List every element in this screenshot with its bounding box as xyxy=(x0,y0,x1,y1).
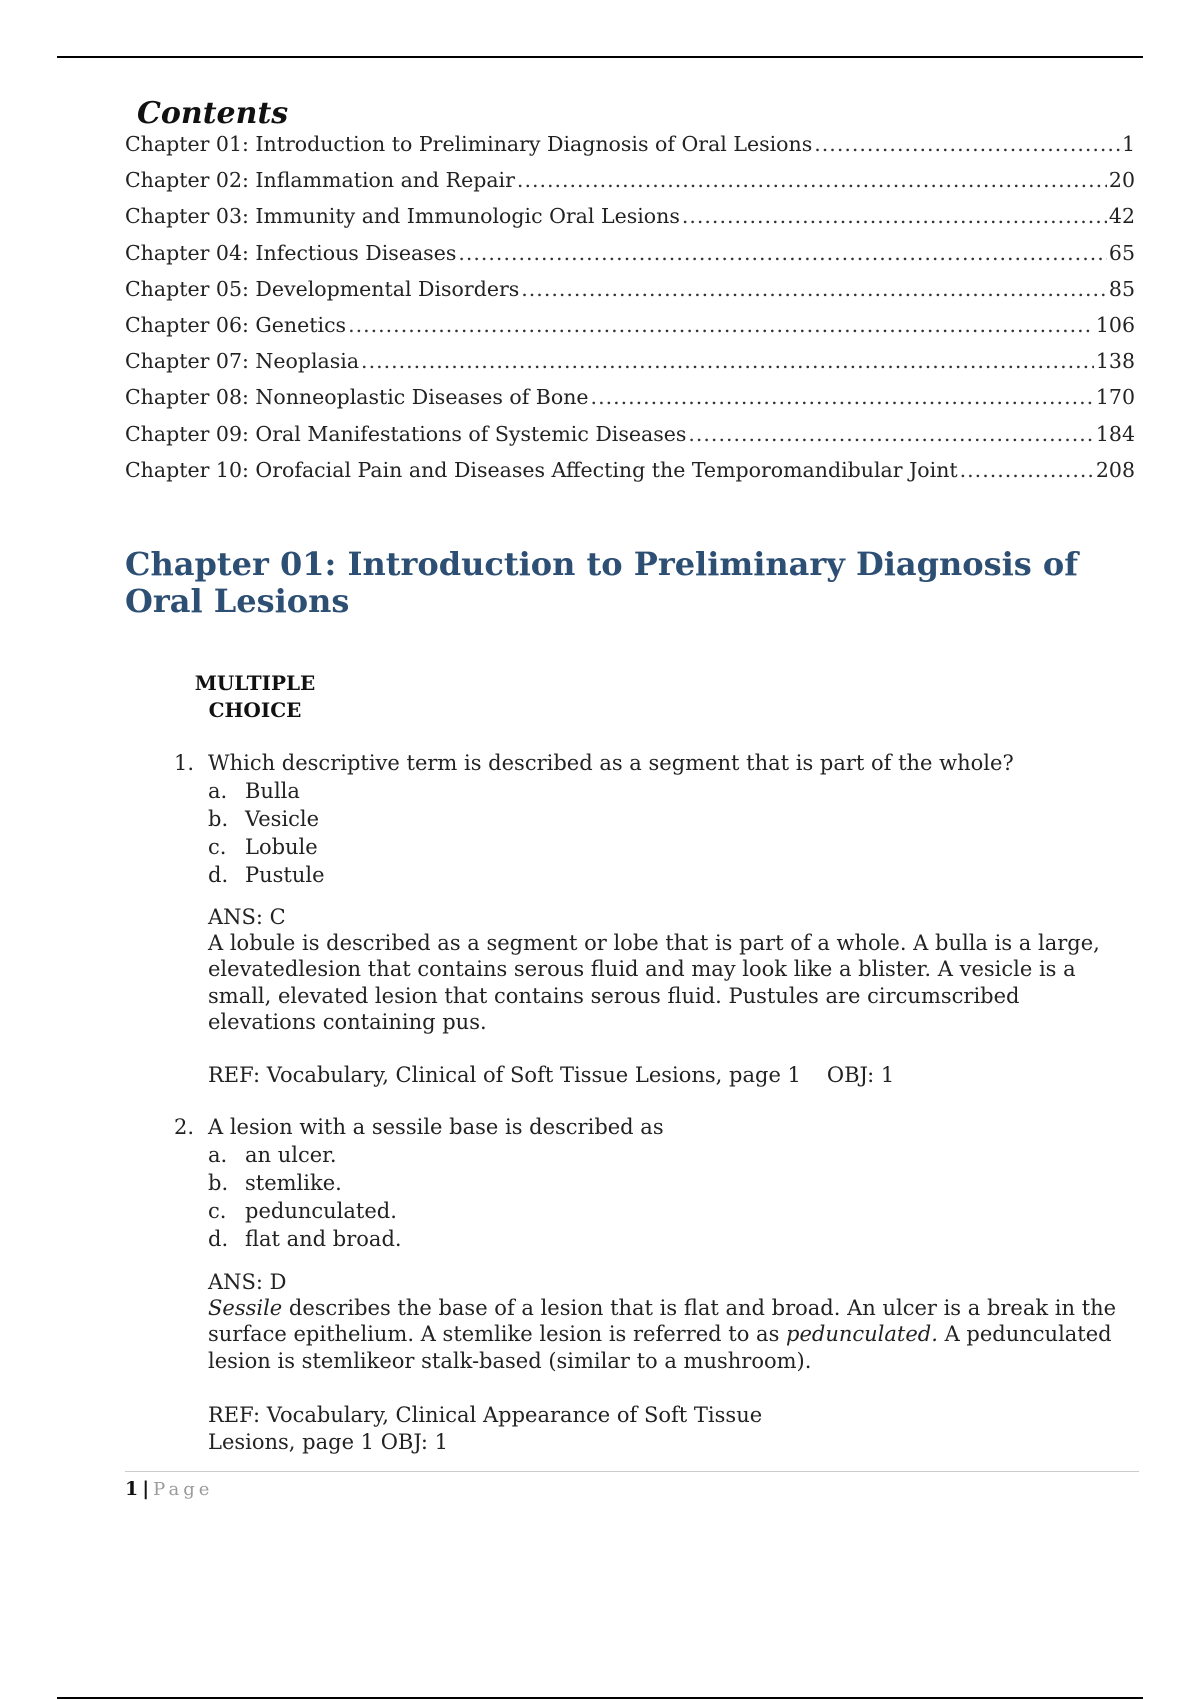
option-text: Pustule xyxy=(245,863,325,887)
option-letter: b. xyxy=(208,807,229,831)
toc-leader xyxy=(348,313,1094,337)
option-letter: a. xyxy=(208,1143,228,1167)
reference-line xyxy=(208,1063,894,1087)
page-footer xyxy=(125,1478,213,1500)
toc-entry-label: Chapter 01: Introduction to Preliminary Diagnosis of Oral Lesions xyxy=(125,132,813,156)
toc-leader xyxy=(682,204,1107,228)
toc-leader xyxy=(960,458,1094,482)
toc-entry-label: Chapter 07: Neoplasia xyxy=(125,349,360,374)
answer-key: ANS: C xyxy=(208,905,286,929)
answer-option xyxy=(208,1199,397,1223)
chapter-heading: Chapter 01: Introduction to Preliminary Diagnosis of Oral Lesions xyxy=(125,545,1079,620)
answer-option xyxy=(208,779,300,803)
reference-text: REF: Vocabulary, Clinical of Soft Tissue Lesions, page 1 xyxy=(208,1063,801,1087)
toc-entry-label: Chapter 02: Inflammation and Repair xyxy=(125,168,515,193)
toc-entry-page: 65 xyxy=(1108,240,1135,265)
toc-entry-label: Chapter 09: Oral Manifestations of Systemic Diseases xyxy=(125,421,687,446)
toc-entry[interactable] xyxy=(125,132,1135,168)
footer-separator: | xyxy=(142,1478,150,1500)
toc-leader xyxy=(458,241,1107,265)
toc-leader xyxy=(591,385,1094,409)
option-text: Bulla xyxy=(245,779,300,803)
page-number: 1 xyxy=(125,1478,139,1500)
rationale-term: Sessile xyxy=(208,1296,283,1320)
answer-option xyxy=(208,863,325,887)
answer-option xyxy=(208,1227,402,1251)
option-text: stemlike. xyxy=(245,1171,342,1195)
top-rule xyxy=(57,56,1143,58)
option-text: an ulcer. xyxy=(245,1143,337,1167)
toc-entry-label: Chapter 04: Infectious Diseases xyxy=(125,240,457,265)
section-heading xyxy=(190,670,320,724)
toc-entry-label: Chapter 05: Developmental Disorders xyxy=(125,276,520,301)
option-text: Lobule xyxy=(245,835,318,859)
toc-entry[interactable] xyxy=(125,204,1135,240)
rationale-term: pedunculated. xyxy=(786,1322,938,1347)
option-text: pedunculated. xyxy=(245,1199,397,1223)
answer-option xyxy=(208,835,318,859)
answer-option xyxy=(208,1171,342,1195)
toc-entry-page: 208 xyxy=(1095,457,1135,482)
option-letter: a. xyxy=(208,779,228,803)
question-number: 1. xyxy=(174,751,195,775)
toc-entry-label: Chapter 03: Immunity and Immunologic Oral Lesions xyxy=(125,204,680,229)
toc-leader xyxy=(688,422,1093,446)
option-letter: d. xyxy=(208,863,229,887)
toc-entry-page: 42 xyxy=(1108,204,1135,229)
option-letter: c. xyxy=(208,835,227,859)
toc-entry-page: 138 xyxy=(1095,349,1135,374)
toc-entry-page: 184 xyxy=(1095,421,1135,446)
reference-text: REF: Vocabulary, Clinical Appearance of Soft Tissue xyxy=(208,1403,763,1427)
toc-entry-page: 20 xyxy=(1108,168,1135,193)
rationale-text: A lobule is described as a segment or lobe that is part of a whole. A bulla is a large, elevatedlesion that contains serous fluid and may look like a blister. A vesicle is a small, elevated lesion that contains serous fluid. Pustules are circumscribed elevations containing pus. xyxy=(208,931,1100,1034)
reference-line xyxy=(208,1402,762,1455)
toc-entry[interactable] xyxy=(125,422,1135,458)
toc-leader xyxy=(521,277,1107,301)
toc-entry[interactable] xyxy=(125,241,1135,277)
section-heading-line: CHOICE xyxy=(208,698,302,722)
toc-entry[interactable] xyxy=(125,313,1135,349)
section-heading-line: MULTIPLE xyxy=(194,671,316,695)
option-letter: c. xyxy=(208,1199,227,1223)
toc-entry-page: 1 xyxy=(1121,132,1135,156)
toc-entry[interactable] xyxy=(125,277,1135,313)
answer-key: ANS: D xyxy=(208,1270,287,1294)
toc-entry[interactable] xyxy=(125,458,1135,494)
question-text: A lesion with a sessile base is described as xyxy=(208,1115,664,1139)
answer-option xyxy=(208,1143,337,1167)
toc-entry-page: 170 xyxy=(1095,385,1135,410)
page-word: Page xyxy=(153,1479,214,1500)
question-number: 2. xyxy=(174,1115,195,1139)
rationale-text xyxy=(208,1295,1128,1374)
toc-entry[interactable] xyxy=(125,385,1135,421)
answer-option xyxy=(208,807,319,831)
contents-title: Contents xyxy=(137,96,289,131)
question-text: Which descriptive term is described as a segment that is part of the whole? xyxy=(208,751,1014,775)
toc-entry-label: Chapter 06: Genetics xyxy=(125,312,347,337)
option-letter: b. xyxy=(208,1171,229,1195)
toc-leader xyxy=(814,132,1120,156)
objective-text: OBJ: 1 xyxy=(826,1063,895,1087)
reference-text: Lesions, page 1 OBJ: 1 xyxy=(208,1429,449,1454)
toc-entry-page: 85 xyxy=(1108,276,1135,301)
table-of-contents xyxy=(125,132,1135,494)
rationale-part: describes the base of a lesion that is flat and broad. An ulcer is a break in the surface epithelium. A stemlike lesion is referred to as xyxy=(208,1296,1117,1347)
toc-entry-label: Chapter 10: Orofacial Pain and Diseases Affecting the Temporomandibular Joint xyxy=(125,457,958,482)
option-text: flat and broad. xyxy=(245,1227,402,1251)
option-text: Vesicle xyxy=(245,807,320,831)
toc-entry[interactable] xyxy=(125,168,1135,204)
toc-entry-page: 106 xyxy=(1095,312,1135,337)
option-letter: d. xyxy=(208,1227,229,1251)
rationale-part: A pedunculated lesion is stemlikeor stalk-based (similar to a mushroom). xyxy=(208,1322,1112,1373)
toc-leader xyxy=(517,168,1107,192)
footer-rule xyxy=(125,1471,1139,1472)
bottom-rule xyxy=(57,1697,1143,1699)
toc-entry-label: Chapter 08: Nonneoplastic Diseases of Bone xyxy=(125,385,589,410)
toc-leader xyxy=(361,349,1094,373)
toc-entry[interactable] xyxy=(125,349,1135,385)
